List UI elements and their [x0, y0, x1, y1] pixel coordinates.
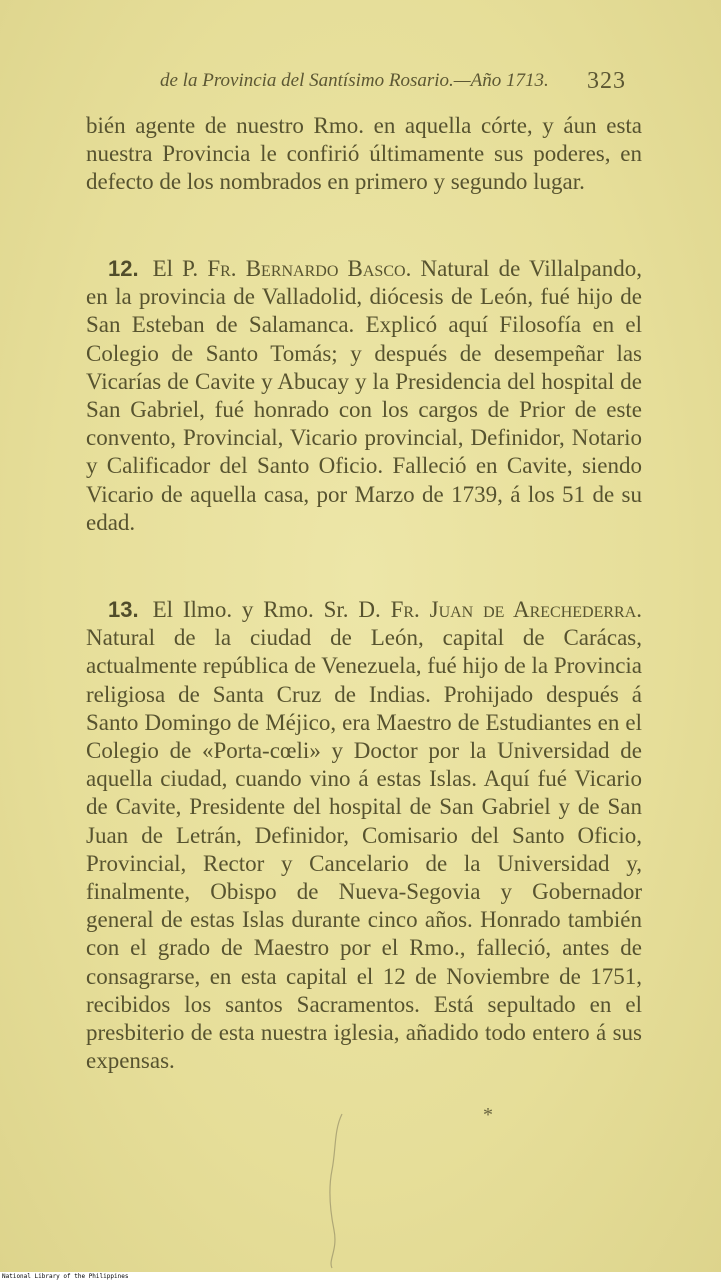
entry-name: Fr. Juan de Arechederra	[390, 597, 637, 622]
paragraph-continuation	[86, 112, 642, 197]
paragraph-text: . Natural de Villalpando, en la provincia de Valladolid, diócesis de León, fué hijo de San Esteban de Salamanca. Explicó aquí Filosofía en el Colegio de Santo Tomás; y después de desempeñar las Vicarías de Cavite y Abucay y la Presidencia del hospital de San Gabriel, fué honrado con los cargos de Prior de este convento, Provincial, Vicario provincial, Definidor, Notario y Calificador del Santo Oficio. Falleció en Cavite, siendo Vicario de aquella casa, por Marzo de 1739, á los 51 de su edad.	[86, 256, 642, 535]
paragraph-text: . Natural de la ciudad de León, capital de Carácas, actualmente república de Venezuela, fué hijo de la Provincia religiosa de Santa Cruz de Indias. Prohijado después á Santo Domingo de Méjico, era Maestro de Estudiantes en el Colegio de «Porta-cœli» y Doctor por la Universidad de aquella ciudad, cuando vino á estas Islas. Aquí fué Vicario de Cavite, Presidente del hospital de San Gabriel y de San Juan de Letrán, Definidor, Comisario del Santo Oficio, Provincial, Rector y Cancelario de la Universidad y, finalmente, Obispo de Nueva-Segovia y Gobernador general de estas Islas durante cinco años. Honrado también con el grado de Maestro por el Rmo., falleció, antes de consagrarse, en esta capital el 12 de Noviembre de 1751, recibidos los santos Sacramentos. Está sepultado en el presbiterio de esta nuestra iglesia, añadido todo entero á sus expensas.	[86, 597, 643, 1074]
pencil-mark-decoration	[312, 1110, 352, 1270]
page-number: 323	[587, 68, 626, 94]
running-title: de la Provincia del Santísimo Rosario.—Año 1713.	[160, 70, 549, 91]
paragraph-text: bién agente de nuestro Rmo. en aquella córte, y áun esta nuestra Provincia le confirió últimamente sus poderes, en defecto de los nombrados en primero y segundo lugar.	[86, 113, 642, 195]
paragraph-entry-12	[86, 255, 642, 537]
asterisk-ornament: *	[483, 1104, 493, 1126]
entry-lead: El P.	[152, 256, 208, 281]
library-credit: National Library of the Philippines	[2, 1273, 129, 1280]
entry-name: Fr. Bernardo Basco	[207, 256, 406, 281]
entry-number: 13.	[108, 597, 139, 622]
running-header	[160, 70, 630, 92]
entry-number: 12.	[108, 256, 139, 281]
paragraph-entry-13	[86, 596, 642, 1075]
entry-lead: El Ilmo. y Rmo. Sr. D.	[152, 597, 391, 622]
